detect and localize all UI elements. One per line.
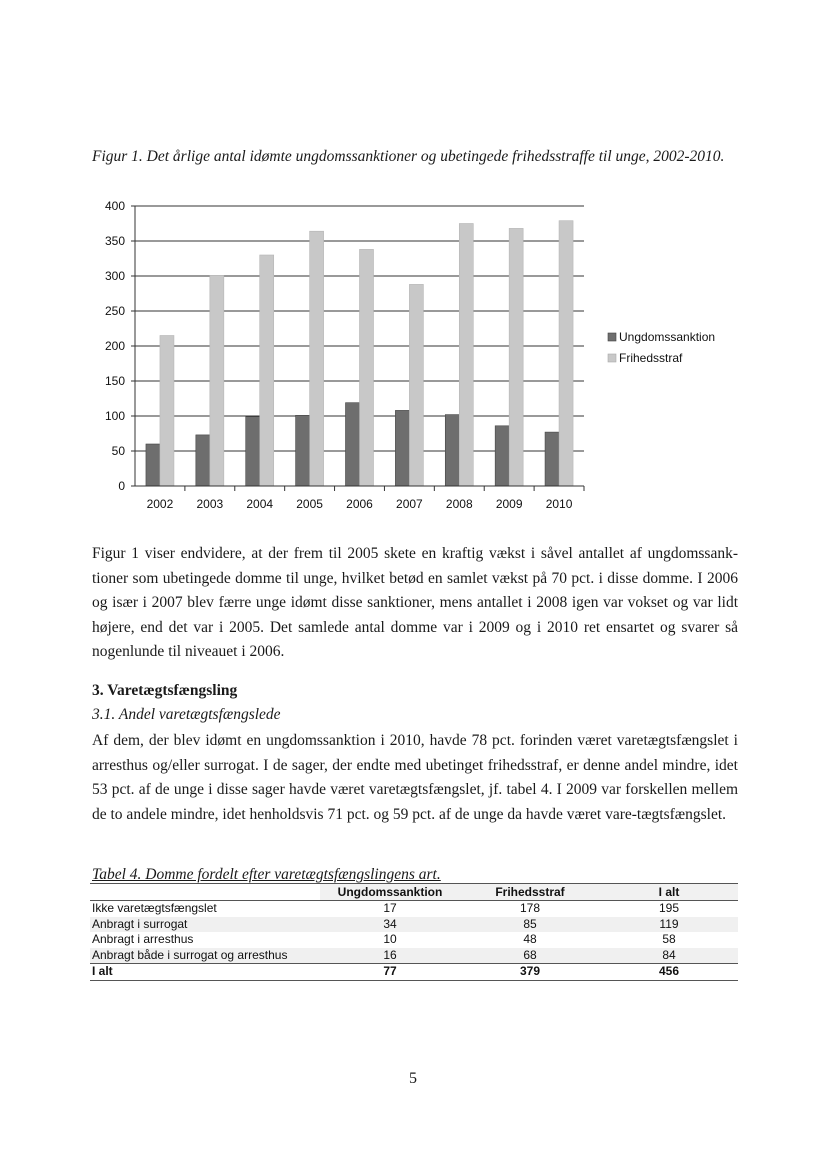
- x-tick-label: 2003: [196, 497, 224, 511]
- table-cell: 119: [600, 917, 738, 933]
- bar-frihedsstraf-2008: [459, 224, 473, 487]
- y-tick-label: 50: [111, 444, 125, 458]
- table-total-row: [90, 964, 738, 981]
- bar-ungdomssanktion-2006: [346, 403, 360, 486]
- table-header-col: Frihedsstraf: [460, 884, 600, 901]
- legend-label-ungdomssanktion: Ungdomssanktion: [619, 330, 716, 344]
- table-cell: 85: [460, 917, 600, 933]
- page-number: 5: [409, 1070, 417, 1087]
- bar-frihedsstraf-2002: [160, 336, 174, 487]
- table-cell: 77: [320, 964, 460, 981]
- y-tick-label: 150: [104, 374, 125, 388]
- table-cell: 178: [519, 901, 541, 916]
- paragraph-figure-description: Figur 1 viser endvidere, at der frem til 2005 skete en kraftig vækst i såvel antallet af ungdomssank-tioner som ubetingede domme til unge, hvilket betød en samlet vækst på 70 pct. i disse domme. I 2006 og især i 2007 blev færre unge idømt disse sanktioner, mens antallet i 2008 igen var vokset og var lidt højere, end det var i 2005. Det samlede antal domme var i 2009 og i 2010 ret ensartet og svarer så nogenlunde til niveauet i 2006.: [92, 545, 738, 660]
- bar-chart: [100, 196, 716, 516]
- table-cell: 17: [383, 901, 397, 916]
- table-row: [90, 932, 738, 948]
- y-tick-label: 100: [104, 409, 125, 423]
- legend-label-frihedsstraf: Frihedsstraf: [619, 351, 683, 365]
- bar-frihedsstraf-2003: [210, 275, 224, 486]
- bar-ungdomssanktion-2002: [146, 444, 160, 486]
- table-cell: 195: [658, 901, 680, 916]
- section-heading: 3. Varetægtsfængsling: [92, 682, 238, 699]
- table-header-row: [90, 884, 738, 901]
- x-tick-label: 2007: [396, 497, 423, 511]
- x-tick-label: 2009: [495, 497, 523, 511]
- y-tick-label: 400: [104, 199, 125, 213]
- row-label: Anbragt både i surrogat og arresthus: [90, 948, 320, 964]
- x-tick-label: 2002: [146, 497, 174, 511]
- x-tick-label: 2005: [296, 497, 323, 511]
- table-cell: 68: [460, 948, 600, 964]
- row-label: Anbragt i surrogat: [90, 917, 320, 933]
- x-tick-label: 2008: [445, 497, 473, 511]
- table-cell: 16: [320, 948, 460, 964]
- legend-swatch-frihedsstraf: [608, 354, 616, 362]
- table-cell: 10: [383, 932, 397, 947]
- y-tick-label: 300: [104, 269, 125, 283]
- y-tick-label: 350: [104, 234, 125, 248]
- bar-ungdomssanktion-2009: [495, 426, 509, 486]
- legend-swatch-ungdomssanktion: [608, 333, 616, 341]
- table-cell: 34: [320, 917, 460, 933]
- bar-frihedsstraf-2004: [260, 255, 274, 486]
- table-caption: Tabel 4. Domme fordelt efter varetægtsfængslingens art.: [92, 866, 441, 883]
- x-tick-label: 2010: [545, 497, 573, 511]
- table-row: [90, 901, 738, 917]
- table-row: [90, 948, 738, 964]
- y-tick-label: 0: [118, 479, 125, 493]
- table-header-col: I alt: [600, 884, 738, 901]
- bar-ungdomssanktion-2010: [545, 432, 559, 486]
- table-row: [90, 917, 738, 933]
- x-tick-label: 2004: [246, 497, 274, 511]
- row-label: I alt: [90, 964, 320, 981]
- table-header-blank: [90, 884, 320, 901]
- figure-caption: Figur 1. Det årlige antal idømte ungdomssanktioner og ubetingede frihedsstraffe til unge, 2002-2010.: [92, 148, 725, 165]
- subsection-heading: 3.1. Andel varetægtsfængslede: [92, 706, 281, 723]
- row-label: Anbragt i arresthus: [92, 932, 194, 947]
- table-cell: 379: [460, 964, 600, 981]
- paragraph-custody: Af dem, der blev idømt en ungdomssanktion i 2010, havde 78 pct. forinden været varetægtsfængslet i arresthus og/eller surrogat. I de sager, der endte med ubetinget frihedsstraf, er denne andel mindre, idet 53 pct. af de unge i disse sager havde været varetægtsfængslet, jf. tabel 4. I 2009 var forskellen mellem de to andele mindre, idet henholdsvis 71 pct. og 59 pct. af de unge da havde været vare-tægtsfængslet.: [92, 732, 738, 823]
- x-tick-label: 2006: [346, 497, 373, 511]
- y-tick-label: 250: [104, 304, 125, 318]
- table-cell: 58: [662, 932, 676, 947]
- bar-ungdomssanktion-2005: [296, 415, 310, 486]
- row-label: Ikke varetægtsfængslet: [92, 901, 217, 916]
- bar-ungdomssanktion-2008: [445, 415, 459, 486]
- bar-frihedsstraf-2007: [409, 284, 423, 486]
- table-header-col: Ungdomssanktion: [320, 884, 460, 901]
- bar-frihedsstraf-2006: [360, 249, 374, 486]
- table-cell: 84: [600, 948, 738, 964]
- table-cell: 456: [600, 964, 738, 981]
- bar-frihedsstraf-2009: [509, 228, 523, 486]
- bar-frihedsstraf-2005: [310, 231, 324, 486]
- bar-ungdomssanktion-2003: [196, 435, 210, 486]
- bar-ungdomssanktion-2007: [395, 410, 409, 486]
- table-4: [90, 883, 738, 981]
- y-tick-label: 200: [104, 339, 125, 353]
- table-cell: 48: [523, 932, 537, 947]
- bar-ungdomssanktion-2004: [246, 417, 260, 486]
- bar-frihedsstraf-2010: [559, 221, 573, 486]
